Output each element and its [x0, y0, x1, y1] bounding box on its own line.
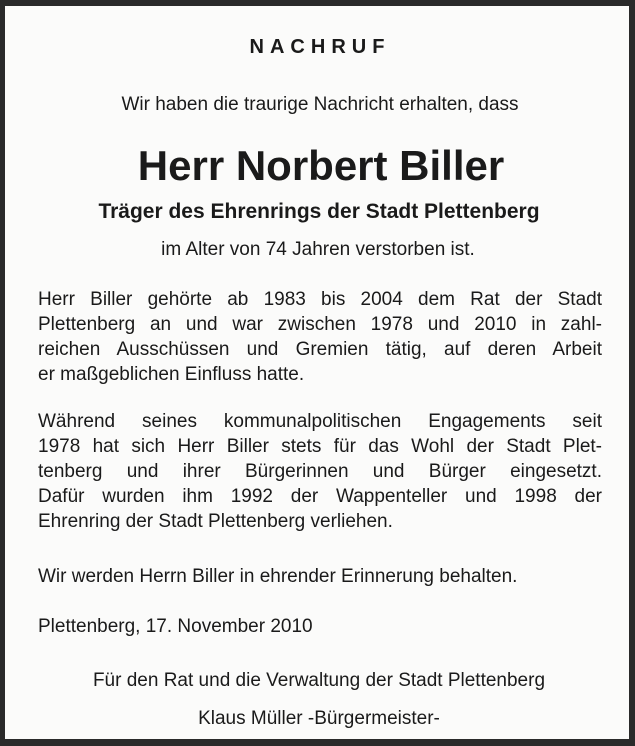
memory-line: Wir werden Herrn Biller in ehrender Erinnerung behalten.	[38, 566, 518, 587]
intro-line: Wir haben die traurige Nachricht erhalten, dass	[121, 94, 519, 115]
paragraph-line: reichen Ausschüssen und Gremien tätig, auf deren Arbeit	[38, 339, 602, 360]
paragraph-line: Während seines kommunalpolitischen Engagements seit	[38, 411, 602, 432]
place-date: Plettenberg, 17. November 2010	[38, 616, 313, 637]
paragraph-line: tenberg und ihrer Bürgerinnen und Bürger eingesetzt.	[38, 461, 602, 482]
paragraph-line: Ehrenring der Stadt Plettenberg verliehen.	[38, 511, 393, 532]
paragraph-line: Dafür wurden ihm 1992 der Wappenteller und 1998 der	[38, 486, 602, 507]
career-paragraph	[38, 287, 602, 387]
deceased-name: Herr Norbert Biller	[137, 142, 505, 189]
council-line: Für den Rat und die Verwaltung der Stadt Plettenberg	[92, 670, 546, 691]
age-line: im Alter von 74 Jahren verstorben ist.	[161, 239, 475, 260]
paragraph-line: er maßgeblichen Einfluss hatte.	[38, 364, 305, 385]
signature-line: Klaus Müller -Bürgermeister-	[198, 708, 440, 729]
engagement-paragraph	[38, 409, 602, 534]
paragraph-line: 1978 hat sich Herr Biller stets für das Wohl der Stadt Plet-	[38, 436, 602, 457]
notice-heading: NACHRUF	[249, 36, 391, 58]
paragraph-line: Plettenberg an und war zwischen 1978 und 2010 in zahl-	[38, 314, 602, 335]
honor-line: Träger des Ehrenrings der Stadt Plettenberg	[98, 200, 540, 223]
paragraph-line: Herr Biller gehörte ab 1983 bis 2004 dem Rat der Stadt	[38, 289, 602, 310]
